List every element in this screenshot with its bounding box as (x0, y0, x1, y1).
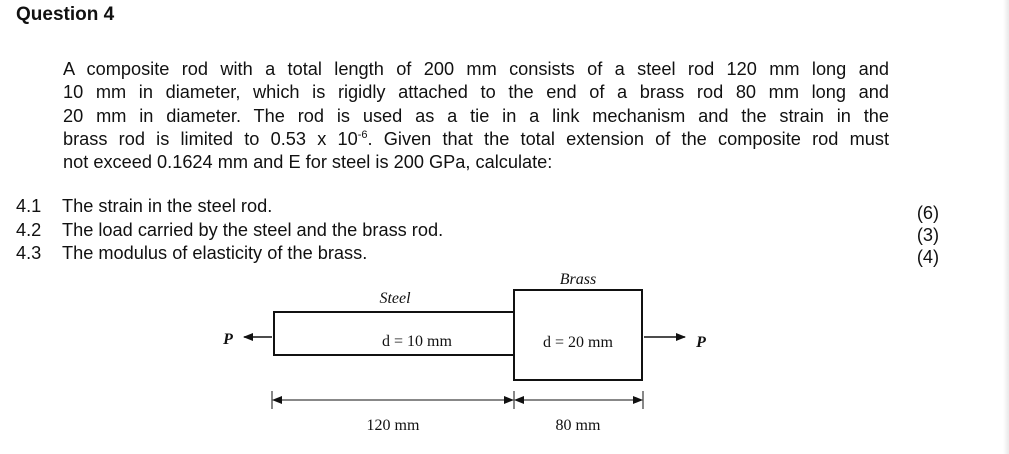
steel-length-label: 120 mm (366, 417, 420, 434)
steel-diameter-label: d = 10 mm (382, 333, 452, 350)
steel-label: Steel (379, 290, 411, 307)
brass-label: Brass (559, 271, 597, 288)
sub-question-number: 4.3 (16, 243, 42, 263)
sub-question-text: The load carried by the steel and the brass rod. (62, 219, 444, 240)
brass-length-label: 80 mm (555, 417, 601, 434)
sub-question-number: 4.2 (16, 219, 42, 240)
sub-question-text: The strain in the steel rod. (62, 196, 273, 216)
paragraph-line-1: A composite rod with a total length of 200 mm consists of a steel rod 120 mm long and (63, 59, 889, 79)
strain-limit-text: brass rod is limited to 0.53 x 10 (63, 128, 358, 149)
marks-4-3: (4) (916, 247, 940, 267)
paragraph-line-5: not exceed 0.1624 mm and E for steel is 200 GPa, calculate: (63, 152, 553, 173)
strain-exponent: -6 (357, 128, 368, 141)
sub-question-number: 4.1 (16, 196, 42, 216)
paragraph-line-2: 10 mm in diameter, which is rigidly attached to the end of a brass rod 80 mm long and (63, 82, 889, 103)
marks-4-1: (6) (916, 203, 940, 223)
paragraph-line-3: 20 mm in diameter. The rod is used as a tie in a link mechanism and the strain in the (63, 105, 889, 126)
brass-diameter-label: d = 20 mm (543, 334, 613, 351)
marks-4-2: (3) (916, 225, 940, 245)
question-title: Question 4 (16, 4, 115, 25)
sub-question-text: The modulus of elasticity of the brass. (62, 243, 368, 263)
right-load-label: P (696, 334, 706, 351)
page-edge-shadow (1003, 0, 1009, 454)
left-load-label: P (223, 331, 233, 348)
paragraph-line-4-rest: . Given that the total extension of the composite rod must (367, 128, 889, 149)
